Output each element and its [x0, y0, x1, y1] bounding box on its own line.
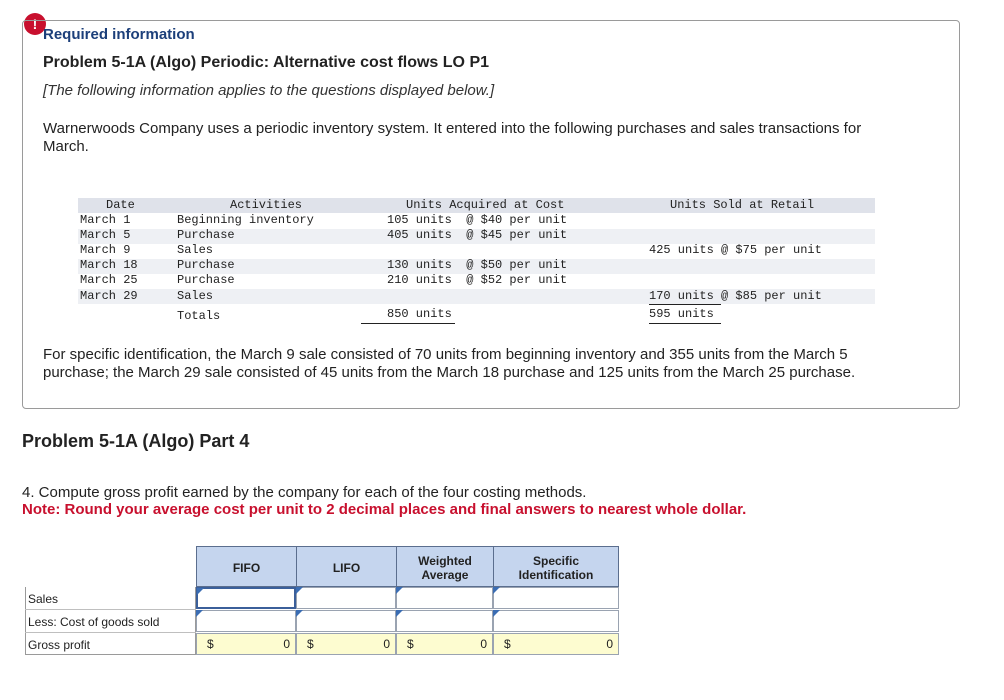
row-acquired: 130 units @ $50 per unit — [387, 258, 568, 272]
header-date: Date — [106, 198, 135, 212]
lifo-gross-profit — [296, 633, 396, 655]
gross-profit-value: 0 — [606, 637, 613, 651]
input-flag-icon — [493, 587, 500, 594]
row-date: March 18 — [80, 258, 138, 272]
totals-sold: 595 units — [649, 307, 714, 321]
row-sold: 425 units @ $75 per unit — [649, 243, 822, 257]
currency-symbol: $ — [407, 637, 414, 651]
specific-identification-sales-input[interactable] — [493, 587, 619, 609]
input-flag-icon — [296, 610, 303, 617]
lifo-cogs-input[interactable] — [296, 610, 396, 632]
input-flag-icon — [396, 610, 403, 617]
row-date: March 25 — [80, 273, 138, 287]
row-activity: Sales — [177, 243, 214, 257]
column-header-row — [196, 546, 619, 587]
header-activities: Activities — [230, 198, 303, 212]
row-date: March 1 — [80, 213, 131, 227]
specific-identification-gross-profit — [493, 633, 619, 655]
alert-icon: ! — [24, 13, 46, 35]
row-label-sales: Sales — [25, 588, 196, 610]
specific-identification-note: For specific identification, the March 9 sale consisted of 70 units from beginning inventory and 355 units from the March 5 purchase; the March 29 sale consisted of 45 units from the March 18 purchase and 125 units from the March 25 purchase. — [43, 346, 856, 381]
intro-text: Warnerwoods Company uses a periodic inventory system. It entered into the following purchases and sales transactions for March. — [43, 120, 862, 155]
question-text: 4. Compute gross profit earned by the company for each of the four costing methods. — [22, 484, 587, 501]
column-header-fifo: FIFO — [232, 560, 261, 575]
row-label-cost-of-goods-sold: Less: Cost of goods sold — [25, 611, 196, 633]
weighted-average-sales-input[interactable] — [396, 587, 493, 609]
row-date: March 29 — [80, 289, 138, 303]
weighted-average-gross-profit — [396, 633, 493, 655]
row-sold: 170 units @ $85 per unit — [649, 289, 822, 303]
input-flag-icon — [296, 587, 303, 594]
row-acquired: 405 units @ $45 per unit — [387, 228, 568, 242]
fifo-cogs-input[interactable] — [196, 610, 296, 632]
part-title: Problem 5-1A (Algo) Part 4 — [22, 431, 250, 451]
problem-title: Problem 5-1A (Algo) Periodic: Alternative cost flows LO P1 — [43, 54, 490, 71]
specific-identification-cogs-input[interactable] — [493, 610, 619, 632]
rounding-note: Note: Round your average cost per unit to 2 decimal places and final answers to nearest whole dollar. — [22, 501, 747, 518]
column-header-lifo: LIFO — [332, 560, 361, 575]
totals-label: Totals — [177, 309, 221, 323]
row-date: March 5 — [80, 228, 131, 242]
header-units-sold: Units Sold at Retail — [670, 198, 815, 212]
gross-profit-value: 0 — [480, 637, 487, 651]
gross-profit-value: 0 — [283, 637, 290, 651]
row-activity: Sales — [177, 289, 214, 303]
sold-underline — [649, 304, 721, 305]
currency-symbol: $ — [504, 637, 511, 651]
input-flag-icon — [196, 610, 203, 617]
row-activity: Purchase — [177, 228, 235, 242]
header-units-acquired: Units Acquired at Cost — [406, 198, 565, 212]
sold-total-underline — [649, 323, 721, 324]
currency-symbol: $ — [307, 637, 314, 651]
row-acquired: 210 units @ $52 per unit — [387, 273, 568, 287]
required-information-heading: Required information — [43, 26, 195, 43]
input-flag-icon — [493, 610, 500, 617]
row-activity: Beginning inventory — [177, 213, 314, 227]
row-activity: Purchase — [177, 258, 235, 272]
row-date: March 9 — [80, 243, 131, 257]
acquired-total-underline — [361, 323, 455, 324]
fifo-sales-input[interactable] — [196, 587, 296, 609]
input-flag-icon — [197, 588, 204, 595]
applies-note: [The following information applies to the questions displayed below.] — [43, 82, 495, 99]
currency-symbol: $ — [207, 637, 214, 651]
lifo-sales-input[interactable] — [296, 587, 396, 609]
row-acquired: 105 units @ $40 per unit — [387, 213, 568, 227]
column-header-weighted-average: Weighted Average — [418, 553, 472, 582]
gross-profit-value: 0 — [383, 637, 390, 651]
input-flag-icon — [396, 587, 403, 594]
totals-acquired: 850 units — [387, 307, 452, 321]
row-label-gross-profit: Gross profit — [28, 638, 91, 652]
fifo-gross-profit — [196, 633, 296, 655]
row-activity: Purchase — [177, 273, 235, 287]
weighted-average-cogs-input[interactable] — [396, 610, 493, 632]
column-header-specific-identification: Specific Identification — [518, 553, 594, 582]
